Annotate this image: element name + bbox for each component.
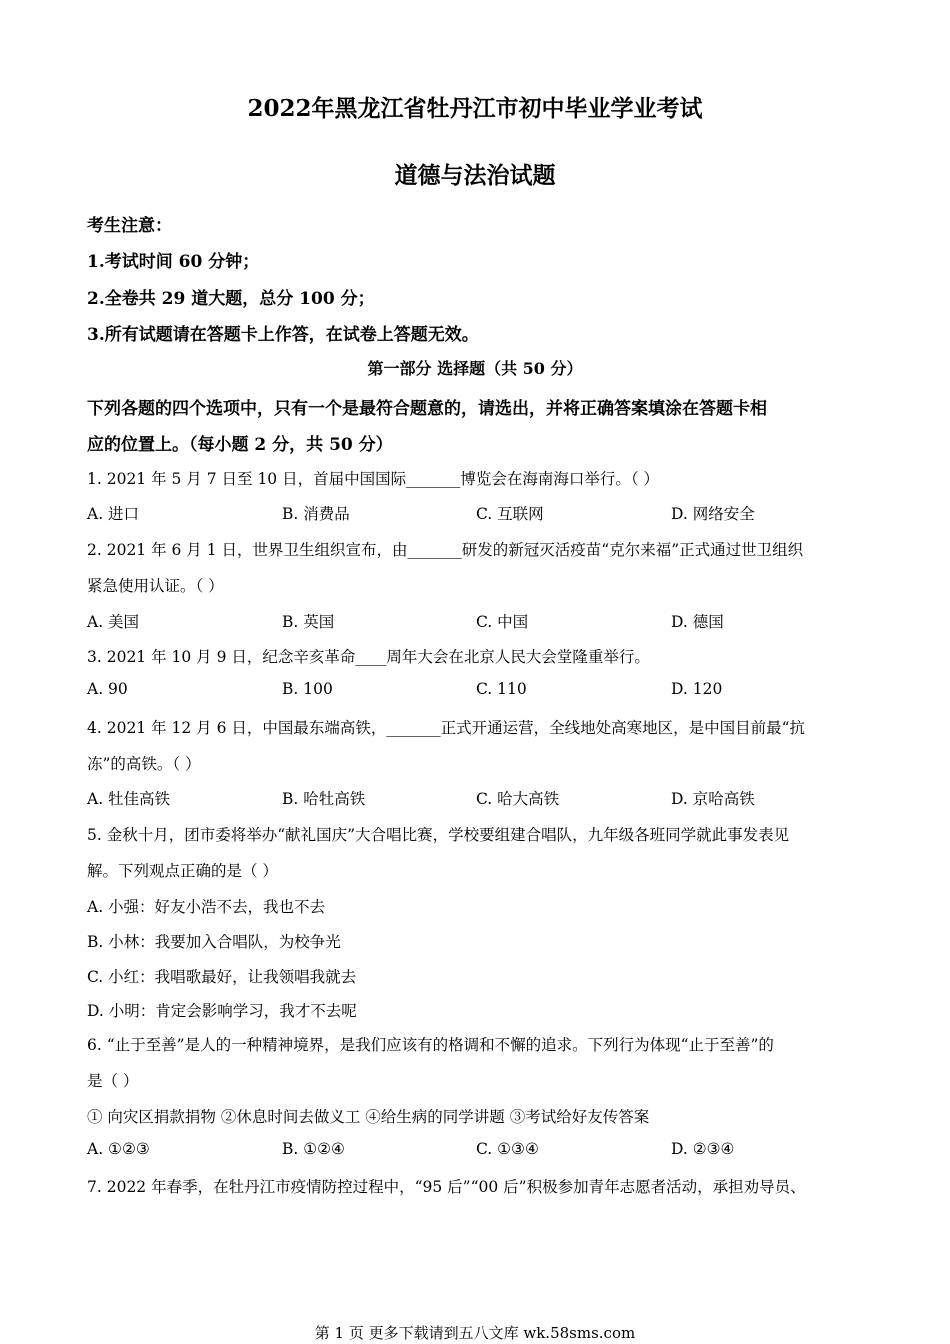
section-instruction: 下列各题的四个选项中，只有一个是最符合题意的，请选出，并将正确答案填涂在答题卡相 <box>87 399 767 419</box>
question-stem: ① 向灾区捐款捐物 ②休息时间去做义工 ④给生病的同学讲题 ③考试给好友传答案 <box>87 1108 650 1126</box>
option-d: D. 小明：肯定会影响学习，我才不去呢 <box>87 1002 357 1020</box>
option-a: A. 进口 <box>87 505 140 523</box>
option-a: A. 牡佳高铁 <box>87 790 171 808</box>
option-b: B. 英国 <box>282 613 335 631</box>
notice-item: 1.考试时间 60 分钟； <box>87 252 260 272</box>
question-options <box>87 787 877 809</box>
exam-title: 2022年黑龙江省牡丹江市初中毕业学业考试 <box>247 95 703 122</box>
option-b: B. ①②④ <box>282 1140 345 1158</box>
section-title: 第一部分 选择题（共 50 分） <box>367 359 583 378</box>
option-d: D. 网络安全 <box>671 505 755 523</box>
option-d: D. 120 <box>671 680 723 698</box>
question-options <box>87 680 877 702</box>
option-a: A. 小强：好友小浩不去，我也不去 <box>87 898 326 916</box>
option-a: A. 90 <box>87 680 128 698</box>
option-c: C. 互联网 <box>476 505 544 523</box>
notice-item: 3.所有试题请在答题卡上作答，在试卷上答题无效。 <box>87 325 479 345</box>
option-c: C. 110 <box>476 680 527 698</box>
question-options <box>87 1140 877 1162</box>
question-stem: 3. 2021 年 10 月 9 日，纪念辛亥革命____周年大会在北京人民大会堂隆重举行。 <box>87 648 650 666</box>
question-stem: 7. 2022 年春季，在牡丹江市疫情防控过程中，“95 后”“00 后”积极参加青年志愿者活动，承担劝导员、 <box>87 1178 806 1196</box>
option-d: D. 德国 <box>671 613 724 631</box>
option-d: D. 京哈高铁 <box>671 790 755 808</box>
option-c: C. 小红：我唱歌最好，让我领唱我就去 <box>87 968 357 986</box>
option-b: B. 小林：我要加入合唱队，为校争光 <box>87 933 341 951</box>
section-instruction: 应的位置上。（每小题 2 分，共 50 分） <box>87 435 393 455</box>
option-c: C. 哈大高铁 <box>476 790 560 808</box>
notice-item: 2.全卷共 29 道大题，总分 100 分； <box>87 289 375 309</box>
option-c: C. ①③④ <box>476 1140 539 1158</box>
question-stem: 冻”的高铁。（ ） <box>87 755 201 773</box>
notice-heading: 考生注意： <box>87 216 172 236</box>
question-options <box>87 610 877 632</box>
option-a: A. ①②③ <box>87 1140 150 1158</box>
option-b: B. 100 <box>282 680 333 698</box>
question-stem: 4. 2021 年 12 月 6 日，中国最东端高铁，_______正式开通运营，全线地处高寒地区，是中国目前最“抗 <box>87 719 806 737</box>
option-c: C. 中国 <box>476 613 529 631</box>
option-b: B. 哈牡高铁 <box>282 790 366 808</box>
option-a: A. 美国 <box>87 613 140 631</box>
question-stem: 2. 2021 年 6 月 1 日，世界卫生组织宣布，由_______研发的新冠灭活疫苗“克尔来福”正式通过世卫组织 <box>87 541 804 559</box>
option-d: D. ②③④ <box>671 1140 735 1158</box>
question-stem: 是（ ） <box>87 1072 139 1090</box>
question-stem: 6. “止于至善”是人的一种精神境界，是我们应该有的格调和不懈的追求。下列行为体现“止于至善”的 <box>87 1036 774 1054</box>
question-stem: 5. 金秋十月，团市委将举办“献礼国庆”大合唱比赛，学校要组建合唱队，九年级各班同学就此事发表见 <box>87 826 790 844</box>
question-options <box>87 502 877 524</box>
page-footer: 第 1 页 更多下载请到五八文库 wk.58sms.com <box>314 1324 636 1342</box>
option-b: B. 消费品 <box>282 505 350 523</box>
question-stem: 解。下列观点正确的是（ ） <box>87 862 278 880</box>
question-stem: 1. 2021 年 5 月 7 日至 10 日，首届中国国际_______博览会在海南海口举行。（ ） <box>87 470 660 488</box>
exam-subtitle: 道德与法治试题 <box>394 162 556 189</box>
question-stem: 紧急使用认证。（ ） <box>87 577 224 595</box>
